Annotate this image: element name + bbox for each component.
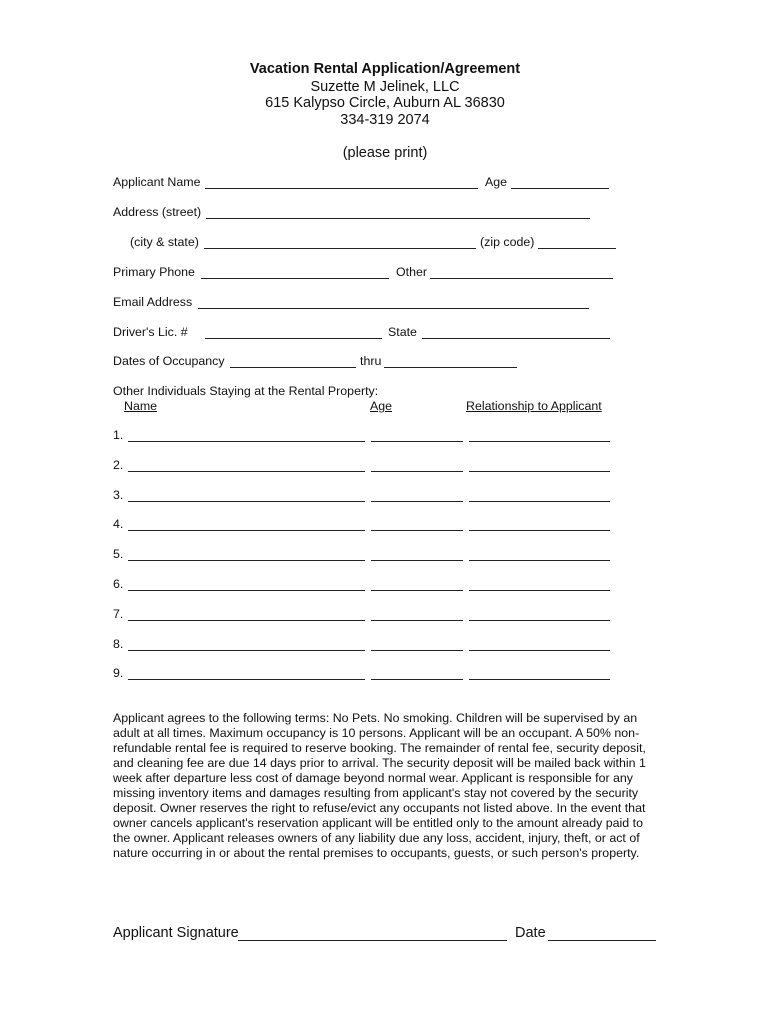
row-name-field[interactable] bbox=[128, 679, 365, 680]
state-field[interactable] bbox=[422, 338, 610, 339]
occupancy-end-field[interactable] bbox=[384, 367, 517, 368]
row-name-field[interactable] bbox=[128, 471, 365, 472]
row-relationship-field[interactable] bbox=[469, 620, 610, 621]
row-name-field[interactable] bbox=[128, 650, 365, 651]
row-relationship-field[interactable] bbox=[469, 560, 610, 561]
address-street-label: Address (street) bbox=[113, 205, 202, 219]
drivers-lic-field[interactable] bbox=[205, 338, 382, 339]
row-name-field[interactable] bbox=[128, 620, 365, 621]
primary-phone-label: Primary Phone bbox=[113, 265, 195, 279]
city-state-field[interactable] bbox=[204, 248, 476, 249]
row-name-field[interactable] bbox=[128, 560, 365, 561]
date-field[interactable] bbox=[548, 940, 656, 941]
row-age-field[interactable] bbox=[371, 560, 463, 561]
zip-code-field[interactable] bbox=[538, 248, 616, 249]
email-field[interactable] bbox=[198, 308, 589, 309]
row-name-field[interactable] bbox=[128, 590, 365, 591]
row-relationship-field[interactable] bbox=[469, 679, 610, 680]
row-number: 5. bbox=[113, 547, 124, 561]
terms-paragraph: Applicant agrees to the following terms: No Pets. No smoking. Children will be supervised by an adult at all times. Maximum occupancy is 10 persons. Applicant will be an occupant. A 50% non-refundable rental fee is required to reserve booking. The remainder of rental fee, security deposit, and cleaning fee are due 14 days prior to arrival. The security deposit will be mailed back within 1 week after departure less cost of damage beyond normal wear. Applicant is responsible for any missing inventory items and damages resulting from applicant's stay not covered by the security deposit. Owner reserves the right to refuse/evict any occupants not listed above. In the event that owner cancels applicant's reservation applicant will be entitled only to the amount already paid to the owner. Applicant releases owners of any liability due any loss, accident, injury, theft, or act of nature occurring in or about the rental premises to occupants, guests, or such person's property. bbox=[113, 711, 646, 860]
row-name-field[interactable] bbox=[128, 530, 365, 531]
thru-label: thru bbox=[360, 354, 382, 368]
row-relationship-field[interactable] bbox=[469, 441, 610, 442]
age-label: Age bbox=[485, 175, 508, 189]
drivers-lic-label: Driver's Lic. # bbox=[113, 325, 188, 339]
company-name: Suzette M Jelinek, LLC bbox=[310, 79, 460, 95]
city-state-label: (city & state) bbox=[130, 235, 199, 249]
other-phone-label: Other bbox=[396, 265, 427, 279]
row-age-field[interactable] bbox=[371, 590, 463, 591]
primary-phone-field[interactable] bbox=[201, 278, 389, 279]
row-number: 3. bbox=[113, 488, 124, 502]
row-relationship-field[interactable] bbox=[469, 471, 610, 472]
row-age-field[interactable] bbox=[371, 471, 463, 472]
address-street-field[interactable] bbox=[206, 218, 590, 219]
company-phone: 334-319 2074 bbox=[340, 112, 430, 128]
row-number: 8. bbox=[113, 637, 124, 651]
row-relationship-field[interactable] bbox=[469, 650, 610, 651]
applicant-name-field[interactable] bbox=[205, 188, 478, 189]
dates-occupancy-label: Dates of Occupancy bbox=[113, 354, 225, 368]
col-name-header: Name bbox=[124, 399, 158, 413]
row-relationship-field[interactable] bbox=[469, 590, 610, 591]
row-relationship-field[interactable] bbox=[469, 501, 610, 502]
row-number: 1. bbox=[113, 428, 124, 442]
other-phone-field[interactable] bbox=[430, 278, 613, 279]
state-label: State bbox=[388, 325, 417, 339]
row-number: 9. bbox=[113, 666, 124, 680]
row-age-field[interactable] bbox=[371, 679, 463, 680]
row-name-field[interactable] bbox=[128, 441, 365, 442]
company-address: 615 Kalypso Circle, Auburn AL 36830 bbox=[265, 95, 505, 111]
row-age-field[interactable] bbox=[371, 650, 463, 651]
row-relationship-field[interactable] bbox=[469, 530, 610, 531]
signature-field[interactable] bbox=[238, 940, 507, 941]
applicant-name-label: Applicant Name bbox=[113, 175, 201, 189]
print-instruction: (please print) bbox=[342, 145, 428, 161]
age-field[interactable] bbox=[511, 188, 609, 189]
email-label: Email Address bbox=[113, 295, 193, 309]
col-age-header: Age bbox=[370, 399, 393, 413]
occupancy-start-field[interactable] bbox=[230, 367, 356, 368]
row-name-field[interactable] bbox=[128, 501, 365, 502]
form-title: Vacation Rental Application/Agreement bbox=[249, 61, 521, 77]
date-label: Date bbox=[515, 925, 546, 941]
row-number: 2. bbox=[113, 458, 124, 472]
row-number: 6. bbox=[113, 577, 124, 591]
zip-code-label: (zip code) bbox=[480, 235, 535, 249]
row-age-field[interactable] bbox=[371, 530, 463, 531]
row-number: 4. bbox=[113, 517, 124, 531]
row-age-field[interactable] bbox=[371, 620, 463, 621]
col-relationship-header: Relationship to Applicant bbox=[466, 399, 602, 413]
row-age-field[interactable] bbox=[371, 441, 463, 442]
signature-label: Applicant Signature bbox=[113, 925, 239, 941]
others-heading: Other Individuals Staying at the Rental Property: bbox=[113, 384, 379, 398]
row-age-field[interactable] bbox=[371, 501, 463, 502]
row-number: 7. bbox=[113, 607, 124, 621]
